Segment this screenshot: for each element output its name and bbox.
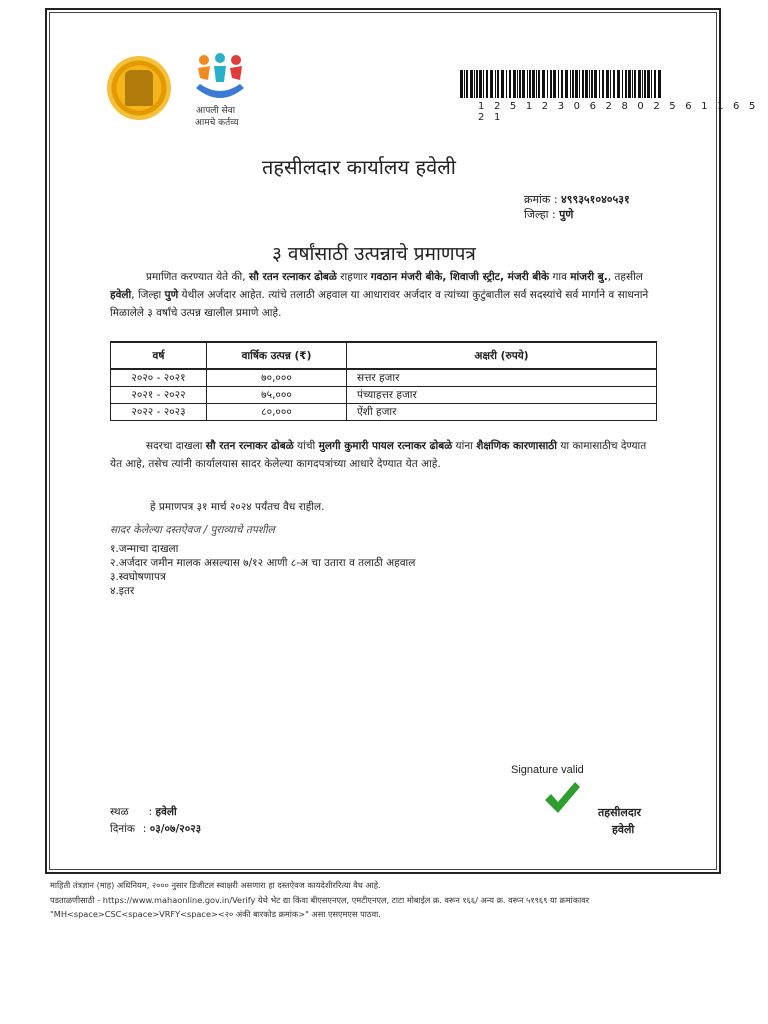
barcode-bar bbox=[572, 70, 574, 98]
document-item: ३.स्वघोषणापत्र bbox=[110, 571, 166, 583]
barcode-bar bbox=[582, 70, 584, 98]
barcode-bar bbox=[519, 70, 521, 98]
validity-text: हे प्रमाणपत्र ३१ मार्च २०२४ पर्यंतच वैध राहील. bbox=[150, 501, 325, 513]
signature-valid-text: Signature valid bbox=[511, 764, 584, 776]
footer-line3: "MH<space>CSC<space>VRFY<space><२० अंकी बारकोड क्रमांक>" असा एसएमएस पाठवा. bbox=[50, 909, 381, 919]
barcode-bar bbox=[527, 70, 528, 98]
documents-heading: सादर केलेल्या दस्तऐवज / पुराव्याचे तपशील bbox=[110, 524, 275, 536]
barcode-bar bbox=[542, 70, 545, 98]
header-income: वार्षिक उत्पन्न (₹) bbox=[207, 342, 347, 369]
barcode-bar bbox=[532, 70, 535, 98]
table-header-row bbox=[111, 342, 657, 369]
barcode-bar bbox=[591, 70, 593, 98]
footer-line1: माहिती तंत्रज्ञान (माह) अधिनियम, २००० नुसार डिजीटल स्वाक्षरी असणारा हा दस्तऐवज कायदेशीररित्या वैध आहे. bbox=[50, 880, 381, 890]
barcode-bar bbox=[466, 70, 468, 98]
place-line: स्थळ : हवेली bbox=[110, 806, 177, 818]
barcode-bar bbox=[561, 70, 563, 98]
barcode-bar bbox=[617, 70, 620, 98]
government-seal-icon bbox=[107, 56, 171, 120]
logo-text-line1: आपली सेवा bbox=[196, 106, 236, 116]
document-item: २.अर्जदार जमीन मालक असल्यास ७/१२ आणी ८-अ चा उतारा व तलाठी अहवाल bbox=[110, 557, 416, 569]
barcode-bar bbox=[486, 70, 488, 98]
barcode-bar bbox=[610, 70, 611, 98]
footer-line2: पडताळणीसाठी - https://www.mahaonline.gov.in/Verify येथे भेट द्या किंवा बीएसएनएल, एमटीएनएल, टाटा मोबाईल क्र. वरून १६६/ अन्य क्र. वरून ५१९६९ या क्रमांकावर bbox=[50, 895, 590, 905]
barcode bbox=[460, 70, 664, 98]
table-row bbox=[111, 369, 657, 387]
barcode-bar bbox=[565, 70, 568, 98]
table-row bbox=[111, 404, 657, 421]
certification-paragraph: प्रमाणित करण्यात येते की, सौ रतन रत्नाकर ढोबळे राहणार गवठान मंजरी बीके, शिवाजी स्ट्रीट, मंजरी बीके गाव मांजरी बु., तहसील हवेली, जिल्हा पुणे येथील अर्जदार आहेत. त्यांचे तलाठी अहवाल या आधारावर अर्जदार व त्यांच्या कुटुंबातील सर्व सदस्यांचे सर्व मार्गाने व साधनाने मिळालेले ३ वर्षांचे उत्पन्न खालील प्रमाणे आहे. bbox=[110, 271, 649, 319]
date-line: दिनांक : ०३/०७/२०२३ bbox=[110, 823, 202, 835]
document-item: ४.इतर bbox=[110, 585, 135, 597]
barcode-bar bbox=[602, 70, 604, 98]
barcode-bar bbox=[538, 70, 540, 98]
cell-words: सत्तर हजार bbox=[347, 369, 657, 387]
barcode-bar bbox=[490, 70, 493, 98]
office-title: तहसीलदार कार्यालय हवेली bbox=[262, 155, 456, 179]
barcode-bar bbox=[522, 70, 525, 98]
barcode-bar bbox=[644, 70, 646, 98]
barcode-bar bbox=[501, 70, 504, 98]
kramank-line: क्रमांक : ४९९३५१०४०५३१ bbox=[524, 193, 630, 206]
barcode-bar bbox=[483, 70, 484, 98]
header-year: वर्ष bbox=[111, 342, 207, 369]
income-table bbox=[110, 341, 657, 421]
barcode-bar bbox=[585, 70, 588, 98]
barcode-bar bbox=[476, 70, 478, 98]
aapli-seva-logo-icon bbox=[190, 48, 250, 108]
barcode-bar bbox=[642, 70, 643, 98]
barcode-bar bbox=[589, 70, 590, 98]
barcode-bar bbox=[625, 70, 627, 98]
checkmark-icon bbox=[543, 780, 581, 816]
barcode-bar bbox=[495, 70, 496, 98]
barcode-bar bbox=[634, 70, 636, 98]
purpose-paragraph: सदरचा दाखला सौ रतन रत्नाकर ढोबळे यांची मुलगी कुमारी पायल रत्नाकर ढोबळे यांना शैक्षणिक कारणासाठी या कामासाठीच देण्यात येत आहे, तसेच त्यांनी कार्यालयास सादर केलेल्या कागदपत्रांच्या आधारे देण्यात येत आहे. bbox=[110, 440, 647, 470]
cell-income: ७५,००० bbox=[207, 387, 347, 404]
barcode-bar bbox=[464, 70, 465, 98]
barcode-bar bbox=[470, 70, 473, 98]
barcode-bar bbox=[529, 70, 531, 98]
barcode-bar bbox=[570, 70, 571, 98]
barcode-bar bbox=[479, 70, 482, 98]
barcode-bar bbox=[599, 70, 600, 98]
barcode-bar bbox=[517, 70, 518, 98]
barcode-bar bbox=[513, 70, 516, 98]
barcode-bar bbox=[638, 70, 641, 98]
jilha-line: जिल्हा : पुणे bbox=[524, 208, 574, 221]
certificate-title: ३ वर्षांसाठी उत्पन्नाचे प्रमाणपत्र bbox=[272, 243, 476, 265]
barcode-bar bbox=[606, 70, 609, 98]
cell-words: ऐंशी हजार bbox=[347, 404, 657, 421]
barcode-bar bbox=[594, 70, 597, 98]
cell-words: पंच्याहत्तर हजार bbox=[347, 387, 657, 404]
cell-year: २०२० - २०२१ bbox=[111, 369, 207, 387]
barcode-bar bbox=[575, 70, 578, 98]
barcode-bar bbox=[613, 70, 615, 98]
signatory-title: तहसीलदार bbox=[598, 806, 642, 819]
signatory-place: हवेली bbox=[612, 823, 635, 836]
barcode-bar bbox=[658, 70, 661, 98]
logo-text-line2: आमचे कर्तव्य bbox=[195, 118, 239, 128]
cell-income: ८०,००० bbox=[207, 404, 347, 421]
barcode-bar bbox=[536, 70, 537, 98]
header-in-words: अक्षरी (रुपये) bbox=[347, 342, 657, 369]
barcode-bar bbox=[558, 70, 559, 98]
barcode-bar bbox=[647, 70, 650, 98]
barcode-bar bbox=[622, 70, 623, 98]
table-row bbox=[111, 387, 657, 404]
barcode-bar bbox=[506, 70, 507, 98]
barcode-bar bbox=[632, 70, 633, 98]
barcode-bar bbox=[628, 70, 631, 98]
cell-year: २०२२ - २०२३ bbox=[111, 404, 207, 421]
barcode-bar bbox=[654, 70, 656, 98]
barcode-bar bbox=[474, 70, 475, 98]
barcode-bar bbox=[460, 70, 463, 98]
barcode-bar bbox=[509, 70, 511, 98]
cell-income: ७०,००० bbox=[207, 369, 347, 387]
document-item: १.जन्माचा दाखला bbox=[110, 543, 179, 555]
barcode-bar bbox=[547, 70, 548, 98]
barcode-bar bbox=[497, 70, 499, 98]
barcode-bar bbox=[550, 70, 552, 98]
barcode-bar bbox=[651, 70, 652, 98]
cell-year: २०२१ - २०२२ bbox=[111, 387, 207, 404]
barcode-number: 1 2 5 1 2 3 0 6 2 8 0 2 5 6 1 1 6 5 2 1 bbox=[478, 101, 759, 123]
barcode-bar bbox=[553, 70, 556, 98]
barcode-bar bbox=[579, 70, 580, 98]
